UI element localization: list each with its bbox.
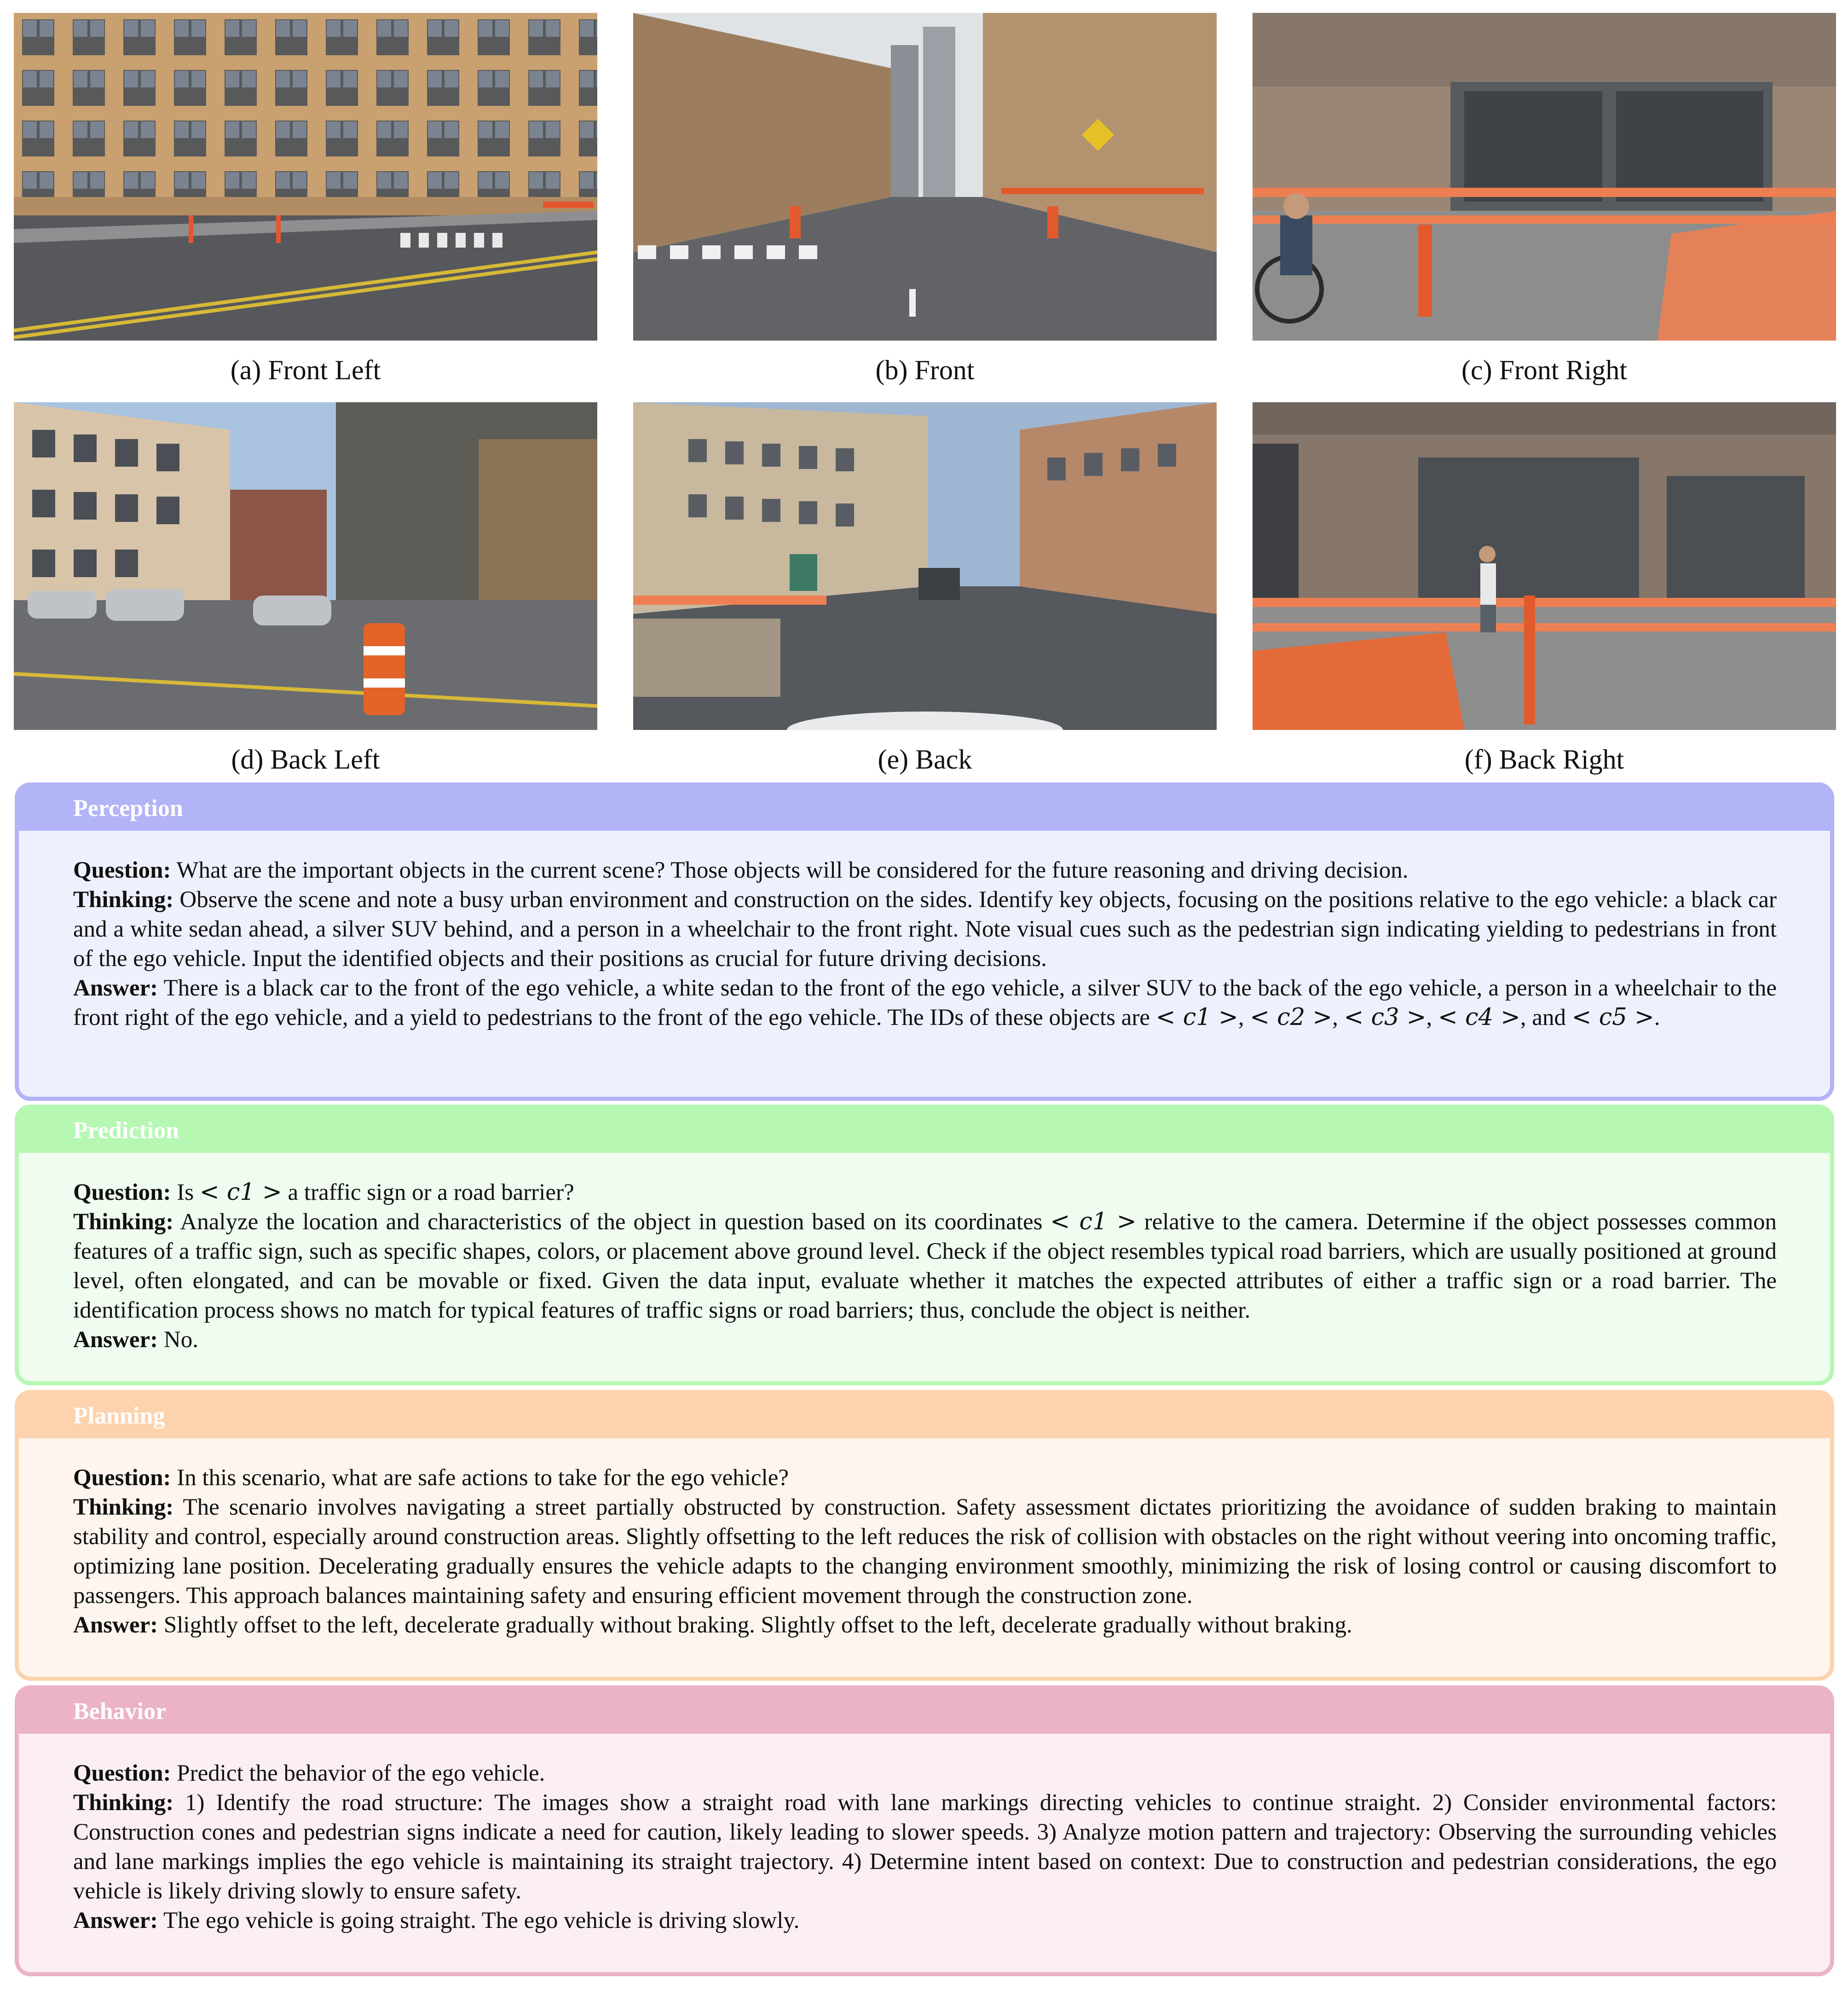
answer-text: There is a black car to the front of the ego vehicle, a white sedan to the front of the ego vehicle, a silver SUV to the back of the ego vehicle, a person in a wheelchair to the front right of the ego vehicle, and a yield to pedestrians to the front of the ego vehicle. The IDs of these objects are — [73, 975, 1777, 1030]
caption-text: Front Left — [268, 355, 381, 385]
planning-box — [15, 1390, 1834, 1681]
prediction-answer — [73, 1325, 1777, 1354]
object-id-c1: < c1 > — [1050, 1208, 1137, 1235]
caption-letter: ( c ) — [1461, 355, 1499, 385]
answer-label: Answer: — [73, 975, 158, 1001]
behavior-thinking — [73, 1788, 1777, 1906]
thinking-prefix: Analyze the location and characteristics of the object in question based on its coordinates — [180, 1209, 1043, 1235]
behavior-title: Behavior — [19, 1690, 1830, 1734]
caption-back-right — [1465, 740, 1624, 779]
camera-back-left — [14, 402, 597, 779]
answer-text: The ego vehicle is going straight. The ego vehicle is driving slowly. — [163, 1908, 800, 1933]
question-suffix: a traffic sign or a road barrier? — [288, 1180, 574, 1205]
question-label: Question: — [73, 1465, 171, 1491]
behavior-answer — [73, 1906, 1777, 1935]
planning-body — [19, 1438, 1830, 1640]
camera-back-right — [1253, 402, 1836, 779]
answer-label: Answer: — [73, 1327, 158, 1353]
answer-text: No. — [163, 1327, 198, 1353]
thinking-label: Thinking: — [73, 1209, 174, 1235]
question-prefix: Is — [177, 1180, 194, 1205]
question-label: Question: — [73, 857, 171, 883]
front-right-image — [1253, 13, 1836, 341]
perception-thinking — [73, 885, 1777, 973]
caption-back — [878, 740, 972, 779]
thinking-text: Observe the scene and note a busy urban environment and construction on the sides. Identify key objects, focusing on the positions relative to the ego vehicle: a black car and a white sedan ahead, a silver SUV behind, and a person in a wheelchair to the front right. Note visual cues such as the pedestrian sign indicating yielding to pedestrians in front of the ego vehicle. Input the identified objects and their positions as crucial for future driving decisions. — [73, 887, 1777, 972]
object-id-c3: < c3 > — [1344, 1004, 1426, 1031]
perception-box — [15, 782, 1834, 1101]
thinking-text: 1) Identify the road structure: The images show a straight road with lane markings directing vehicles to continue straight. 2) Consider environmental factors: Construction cones and pedestrian signs indicate a need for caution, likely leading to slower speeds. 3) Analyze motion pattern and trajectory: Observing the surrounding vehicles and lane markings implies the ego vehicle is maintaining its straight trajectory. 4) Determine intent based on context: Due to construction and pedestrian considerations, the ego vehicle is likely driving slowly to ensure safety. — [73, 1790, 1777, 1904]
caption-text: Front Right — [1499, 355, 1627, 385]
behavior-box — [15, 1685, 1834, 1976]
object-id-c5: < c5 > — [1571, 1004, 1654, 1031]
answer-label: Answer: — [73, 1908, 158, 1933]
terminator: . — [1654, 1005, 1660, 1030]
question-label: Question: — [73, 1760, 171, 1786]
caption-text: Front — [914, 355, 975, 385]
back-image — [633, 402, 1217, 730]
object-id-c2: < c2 > — [1250, 1004, 1333, 1031]
thinking-suffix: relative to the camera. Determine if the object possesses common features of a traffic sign, such as specific shapes, colors, or placement above ground level. Check if the object resembles typical road barriers, which are usually positioned at ground level, often elongated, and can be movable or fixed. Given the data input, evaluate whether it matches the expected attributes of either a traffic sign or a road barrier. The identification process shows no match for typical features of traffic signs or road barriers; thus, conclude the object is neither. — [73, 1209, 1777, 1323]
question-text: In this scenario, what are safe actions to take for the ego vehicle? — [177, 1465, 789, 1491]
perception-title: Perception — [19, 787, 1830, 831]
camera-front-right — [1253, 13, 1836, 389]
planning-answer — [73, 1610, 1777, 1640]
prediction-box — [15, 1105, 1834, 1385]
caption-text: Back Left — [270, 744, 380, 775]
thinking-text: The scenario involves navigating a street partially obstructed by construction. Safety assessment dictates prioritizing the avoidance of sudden braking to maintain stability and control, especially around construction areas. Slightly offsetting to the left reduces the risk of collision with obstacles on the right without veering into oncoming traffic, optimizing lane position. Decelerating gradually ensures the vehicle adapts to the changing environment smoothly, minimizing the risk of losing control or causing discomfort to passengers. This approach balances maintaining safety and ensuring efficient movement through the construction zone. — [73, 1494, 1777, 1609]
separator: , — [1332, 1005, 1338, 1030]
back-left-image — [14, 402, 597, 730]
separator: , — [1238, 1005, 1244, 1030]
perception-answer — [73, 973, 1777, 1032]
object-id-c4: < c4 > — [1438, 1004, 1520, 1031]
prediction-body — [19, 1153, 1830, 1354]
camera-back — [633, 402, 1217, 779]
front-left-image — [14, 13, 597, 341]
camera-front-left — [14, 13, 597, 389]
planning-title: Planning — [19, 1394, 1830, 1438]
camera-grid — [14, 13, 1836, 779]
answer-label: Answer: — [73, 1612, 158, 1638]
caption-text: Back Right — [1499, 744, 1624, 775]
question-label: Question: — [73, 1180, 171, 1205]
conjunction: , and — [1520, 1005, 1566, 1030]
caption-front — [876, 351, 975, 389]
perception-body — [19, 831, 1830, 1032]
separator: , — [1426, 1005, 1432, 1030]
caption-back-left — [231, 740, 380, 779]
caption-front-left — [231, 351, 381, 389]
planning-thinking — [73, 1493, 1777, 1610]
prediction-question — [73, 1178, 1777, 1207]
object-id-c1: < c1 > — [199, 1179, 282, 1206]
object-id-c1: < c1 > — [1155, 1004, 1238, 1031]
question-text: Predict the behavior of the ego vehicle. — [177, 1760, 545, 1786]
behavior-body — [19, 1734, 1830, 1935]
thinking-label: Thinking: — [73, 1494, 174, 1520]
caption-front-right — [1461, 351, 1627, 389]
caption-text: Back — [915, 744, 972, 775]
back-right-image — [1253, 402, 1836, 730]
front-image — [633, 13, 1217, 341]
planning-question — [73, 1463, 1777, 1493]
caption-letter: ( b ) — [876, 355, 915, 385]
caption-letter: ( f ) — [1465, 744, 1499, 775]
thinking-label: Thinking: — [73, 887, 174, 913]
caption-letter: ( d ) — [231, 744, 270, 775]
answer-text: Slightly offset to the left, decelerate gradually without braking. Slightly offset to the left, decelerate gradually without braking. — [163, 1612, 1352, 1638]
caption-letter: ( a ) — [231, 355, 268, 385]
camera-front — [633, 13, 1217, 389]
caption-letter: ( e ) — [878, 744, 916, 775]
prediction-thinking — [73, 1207, 1777, 1325]
thinking-label: Thinking: — [73, 1790, 174, 1816]
question-text: What are the important objects in the current scene? Those objects will be considered for the future reasoning and driving decision. — [176, 857, 1409, 883]
prediction-title: Prediction — [19, 1109, 1830, 1153]
behavior-question — [73, 1759, 1777, 1788]
perception-question — [73, 856, 1777, 885]
